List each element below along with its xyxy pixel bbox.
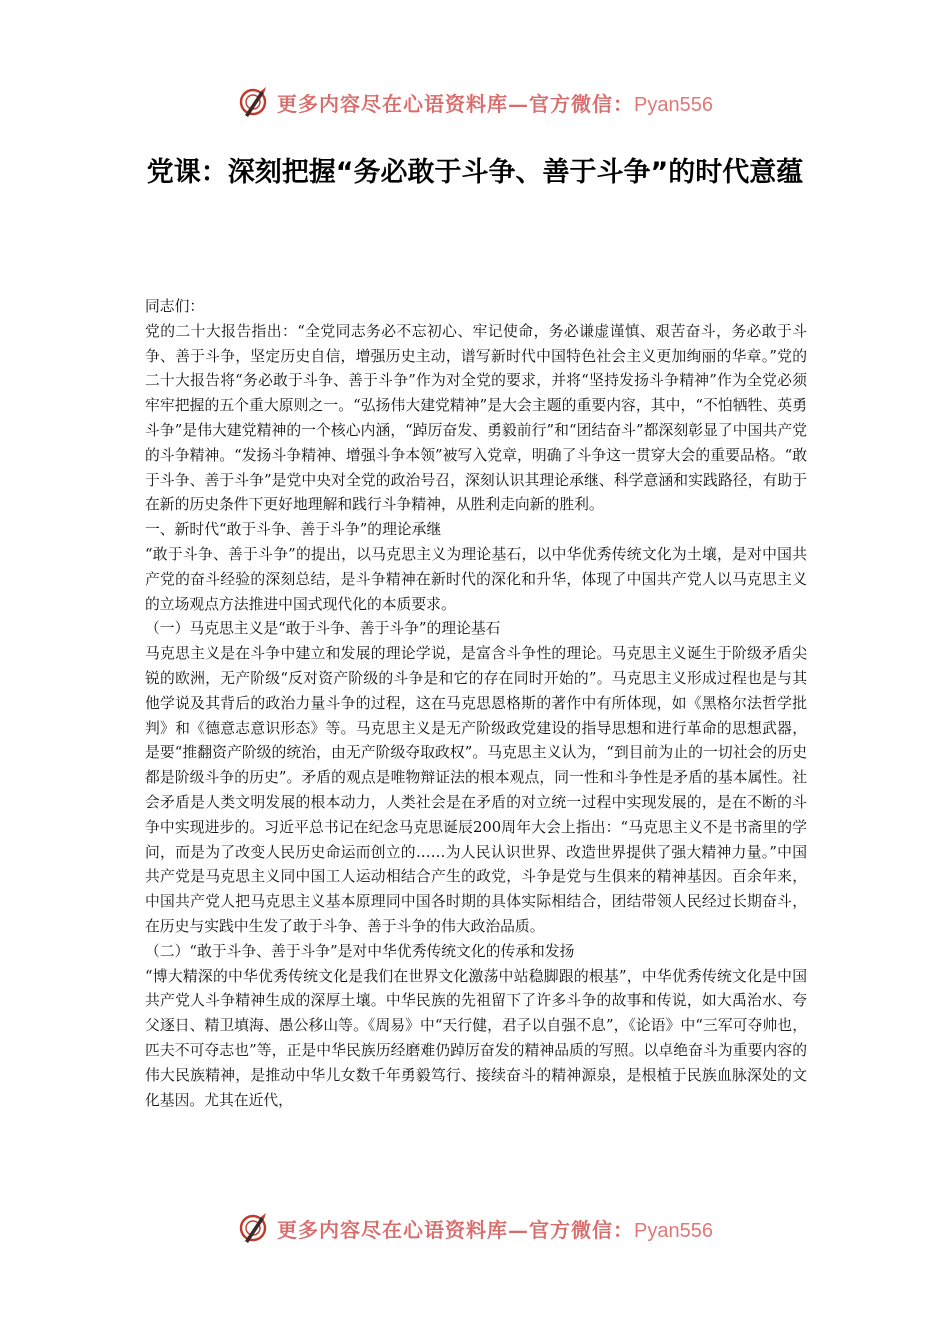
footer-banner	[0, 1208, 950, 1248]
paragraph: “敢于斗争、善于斗争”的提出，以马克思主义为理论基石，以中华优秀传统文化为土壤，是对中国共产党的奋斗经验的深刻总结，是斗争精神在新时代的深化和升华，体现了中国共产党人以马克思主义的立场观点方法推进中国式现代化的本质要求。	[145, 545, 807, 613]
greeting: 同志们：	[145, 298, 205, 315]
header-banner	[0, 82, 950, 122]
article-body	[145, 295, 807, 1113]
banner-text: 更多内容尽在心语资料库—官方微信：Pyan556	[277, 91, 713, 116]
banner-text: 更多内容尽在心语资料库—官方微信：Pyan556	[277, 1217, 713, 1242]
wechat-id: Pyan556	[634, 1219, 713, 1242]
paragraph: 党的二十大报告指出：“全党同志务必不忘初心、牢记使命，务必谦虚谨慎、艰苦奋斗，务必敢于斗争、善于斗争，坚定历史自信，增强历史主动，谱写新时代中国特色社会主义更加绚丽的华章。”党的二十大报告将“务必敢于斗争、善于斗争”作为对全党的要求，并将“坚持发扬斗争精神”作为全党必须牢牢把握的五个重大原则之一。“弘扬伟大建党精神”是大会主题的重要内容，其中，“不怕牺牲、英勇斗争”是伟大建党精神的一个核心内涵，“踔厉奋发、勇毅前行”和“团结奋斗”都深刻彰显了中国共产党的斗争精神。“发扬斗争精神、增强斗争本领”被写入党章，明确了斗争这一贯穿大会的重要品格。“敢于斗争、善于斗争”是党中央对全党的政治号召，深刻认识其理论承继、科学意涵和实践路径，有助于在新的历史条件下更好地理解和践行斗争精神，从胜利走向新的胜利。	[145, 322, 807, 514]
paragraph: “博大精深的中华优秀传统文化是我们在世界文化激荡中站稳脚跟的根基”，中华优秀传统文化是中国共产党人斗争精神生成的深厚土壤。中华民族的先祖留下了许多斗争的故事和传说，如大禹治水、夸父逐日、精卫填海、愚公移山等。《周易》中“天行健，君子以自强不息”，《论语》中“三军可夺帅也，匹夫不可夺志也”等，正是中华民族历经磨难仍踔厉奋发的精神品质的写照。以卓绝奋斗为重要内容的伟大民族精神，是推动中华儿女数千年勇毅笃行、接续奋斗的精神源泉，是根植于民族血脉深处的文化基因。尤其在近代，	[145, 967, 807, 1109]
pen-logo-icon	[237, 1211, 271, 1245]
pen-logo-icon	[237, 85, 271, 119]
page-title: 党课：深刻把握“务必敢于斗争、善于斗争”的时代意蕴	[146, 157, 804, 188]
wechat-id: Pyan556	[634, 93, 713, 116]
subsection-heading: （二）“敢于斗争、善于斗争”是对中华优秀传统文化的传承和发扬	[145, 942, 575, 960]
section-heading: 一、新时代“敢于斗争、善于斗争”的理论承继	[145, 521, 442, 539]
paragraph: 马克思主义是在斗争中建立和发展的理论学说，是富含斗争性的理论。马克思主义诞生于阶级矛盾尖锐的欧洲，无产阶级“反对资产阶级的斗争是和它的存在同时开始的”。马克思主义形成过程也是与其他学说及其背后的政治力量斗争的过程，这在马克思恩格斯的著作中有所体现，如《黑格尔法哲学批判》和《德意志意识形态》等。马克思主义是无产阶级政党建设的指导思想和进行革命的思想武器，是要“推翻资产阶级的统治，由无产阶级夺取政权”。马克思主义认为，“到目前为止的一切社会的历史都是阶级斗争的历史”。矛盾的观点是唯物辩证法的根本观点，同一性和斗争性是矛盾的基本属性。社会矛盾是人类文明发展的根本动力，人类社会是在矛盾的对立统一过程中实现发展的，是在不断的斗争中实现进步的。习近平总书记在纪念马克思诞辰200周年大会上指出：“马克思主义不是书斋里的学问，而是为了改变人民历史命运而创立的……为人民认识世界、改造世界提供了强大精神力量。”中国共产党是马克思主义同中国工人运动相结合产生的政党，斗争是党与生俱来的精神基因。百余年来，中国共产党人把马克思主义基本原理同中国各时期的具体实际相结合，团结带领人民经过长期奋斗，在历史与实践中生发了敢于斗争、善于斗争的伟大政治品质。	[145, 645, 807, 935]
subsection-heading: （一）马克思主义是“敢于斗争、善于斗争”的理论基石	[145, 620, 501, 638]
